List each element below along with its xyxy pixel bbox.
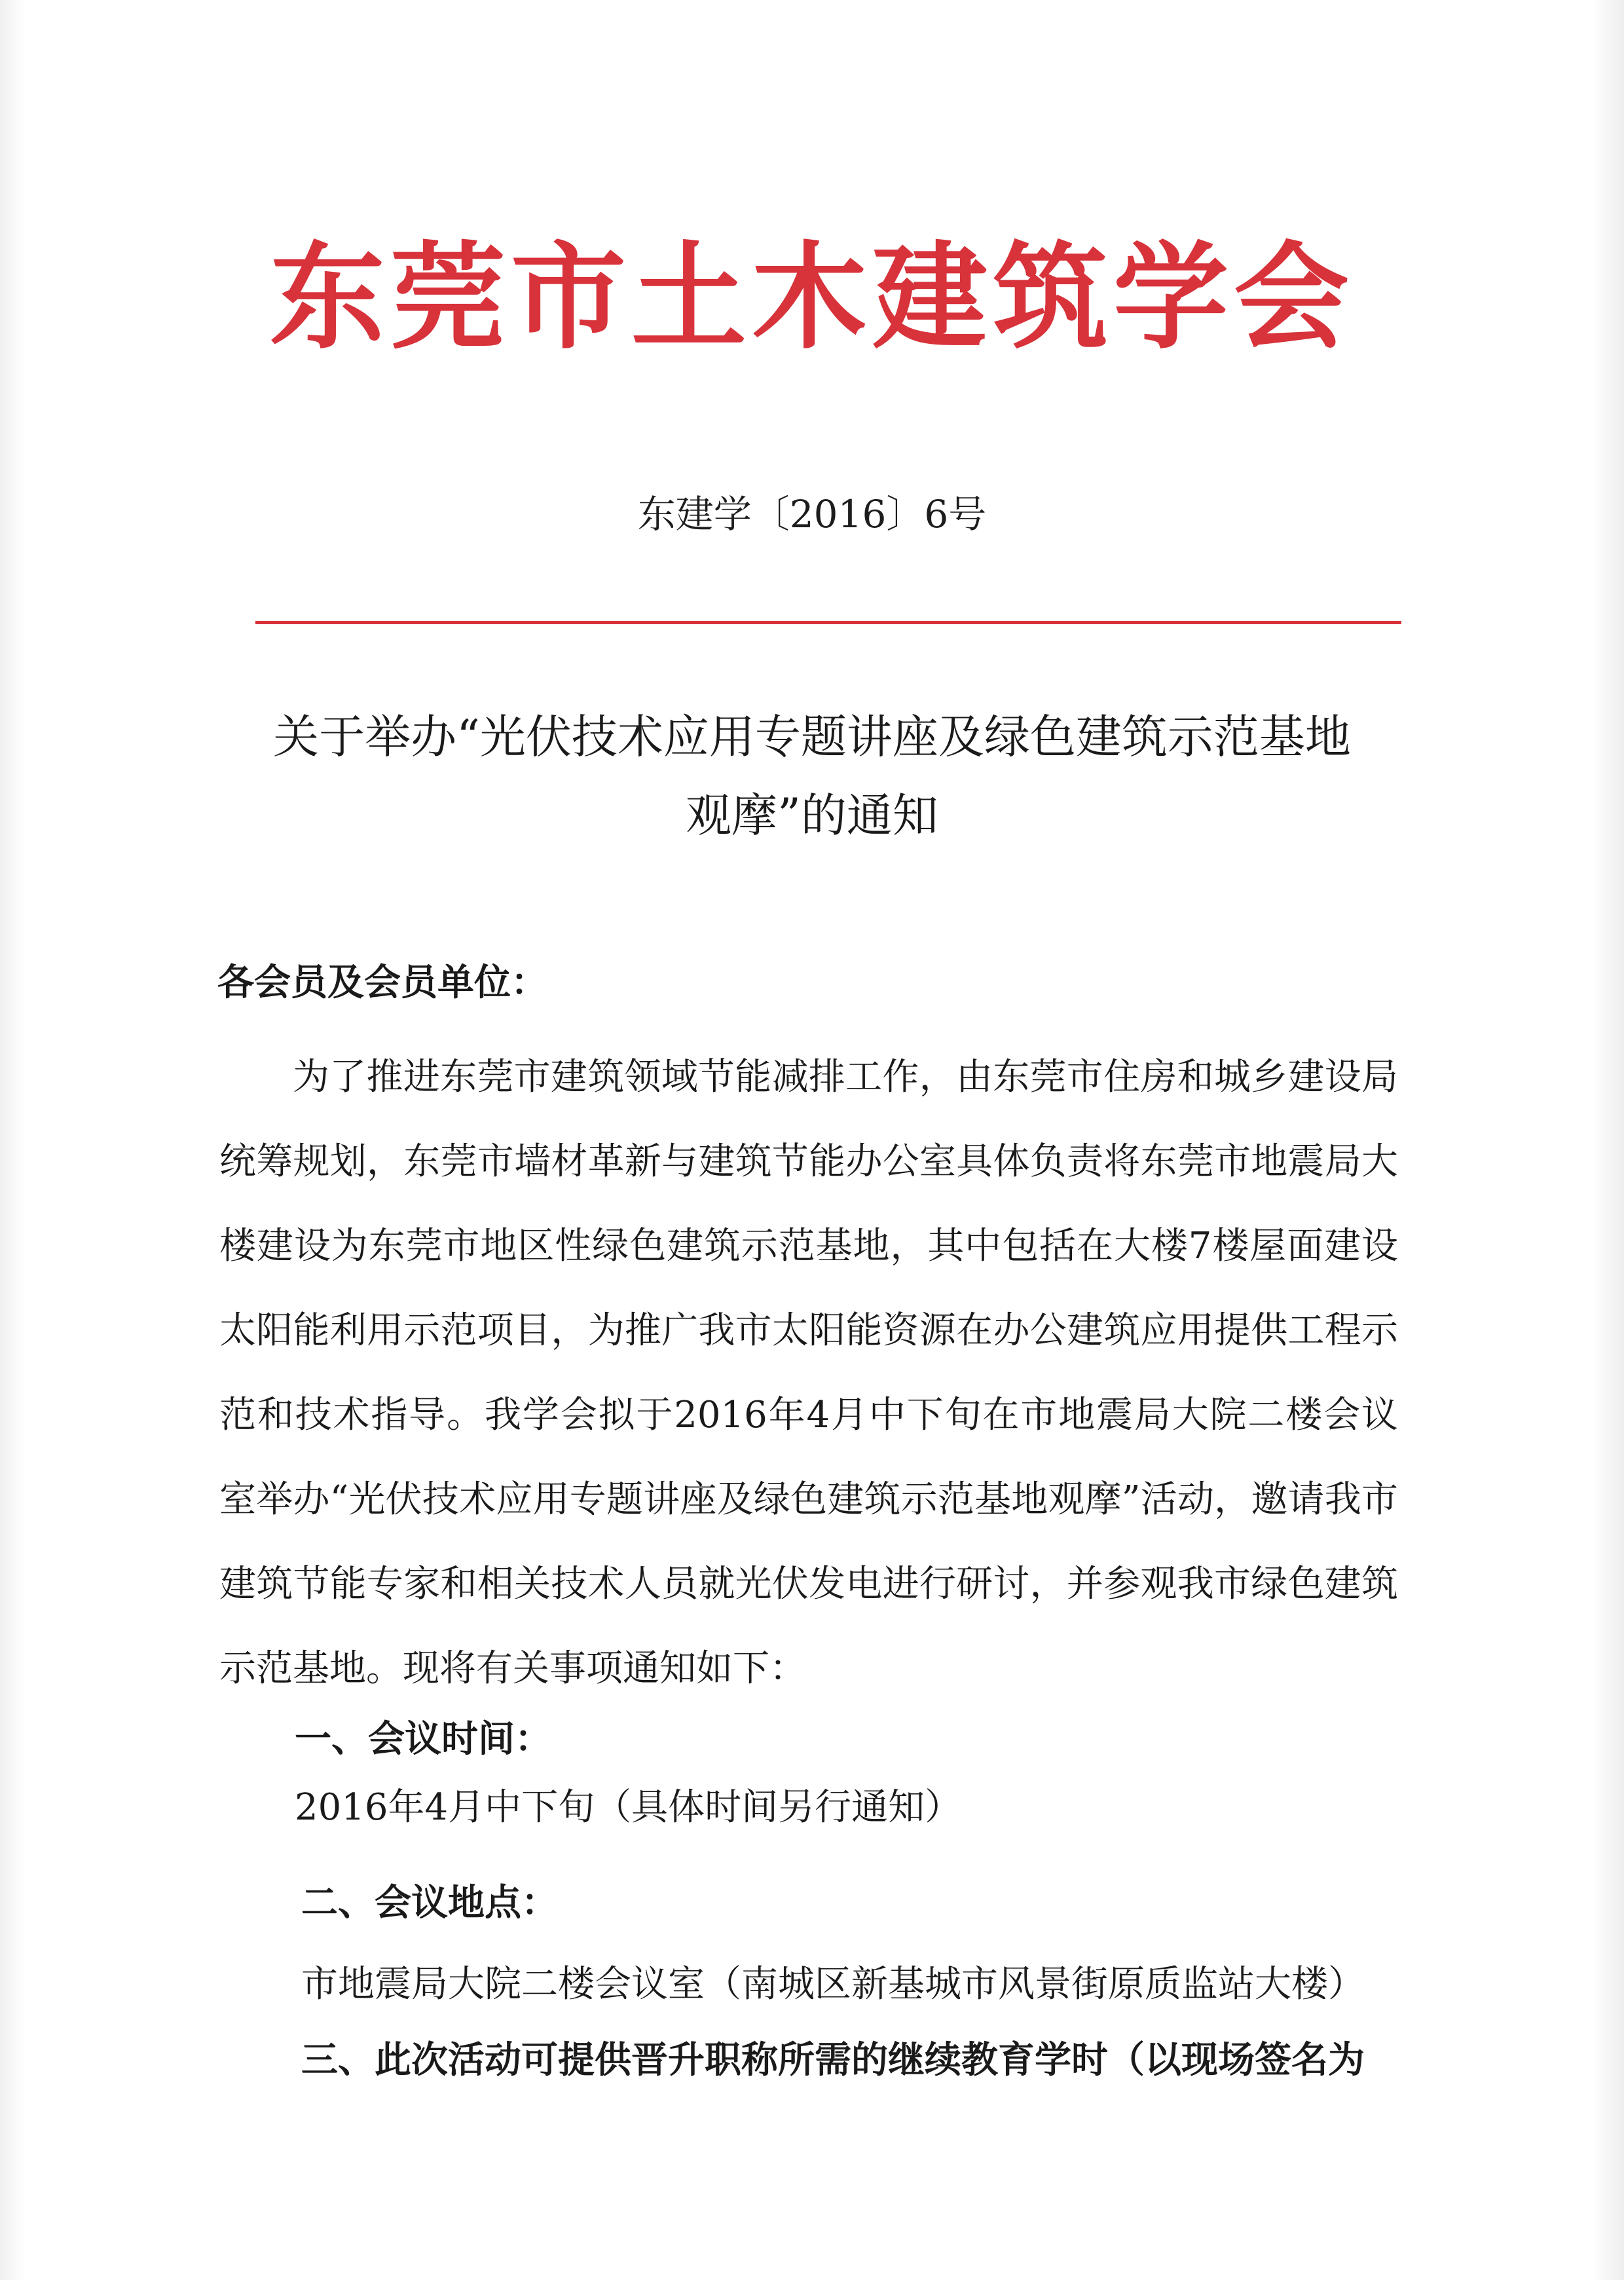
notice-title [164,698,1460,855]
salutation: 各会员及会员单位： [217,961,547,1004]
notice-title-line-2: 观摩”的通知 [686,789,938,842]
letterhead-org-name: 东莞市土木建筑学会 [269,231,1354,365]
section-3-heading: 三、此次活动可提供晋升职称所需的继续教育学时（以现场签名为 [301,2038,1365,2082]
notice-title-line-1: 关于举办“光伏技术应用专题讲座及绿色建筑示范基地 [273,710,1351,764]
section-1-heading: 一、会议时间： [295,1717,551,1761]
document-number: 东建学〔2016〕6号 [637,492,987,536]
section-2-heading: 二、会议地点： [301,1881,558,1924]
body-paragraph: 为了推进东莞市建筑领域节能减排工作，由东莞市住房和城乡建设局统筹规划，东莞市墙材革新与建筑节能办公室具体负责将东莞市地震局大楼建设为东莞市地区性绿色建筑示范基地，其中包括在大楼7楼屋面建设太阳能利用示范项目，为推广我市太阳能资源在办公建筑应用提供工程示范和技术指导。我学会拟于2016年4月中下旬在市地震局大院二楼会议室举办“光伏技术应用专题讲座及绿色建筑示范基地观摩”活动，邀请我市建筑节能专家和相关技术人员就光伏发电进行研讨，并参观我市绿色建筑示范基地。现将有关事项通知如下： [219,1056,1398,1690]
letterhead-red-divider [255,621,1401,624]
section-2-text: 市地震局大院二楼会议室（南城区新基城市风景街原质监站大楼） [301,1963,1365,2006]
section-1-text: 2016年4月中下旬（具体时间另行通知） [295,1786,962,1829]
